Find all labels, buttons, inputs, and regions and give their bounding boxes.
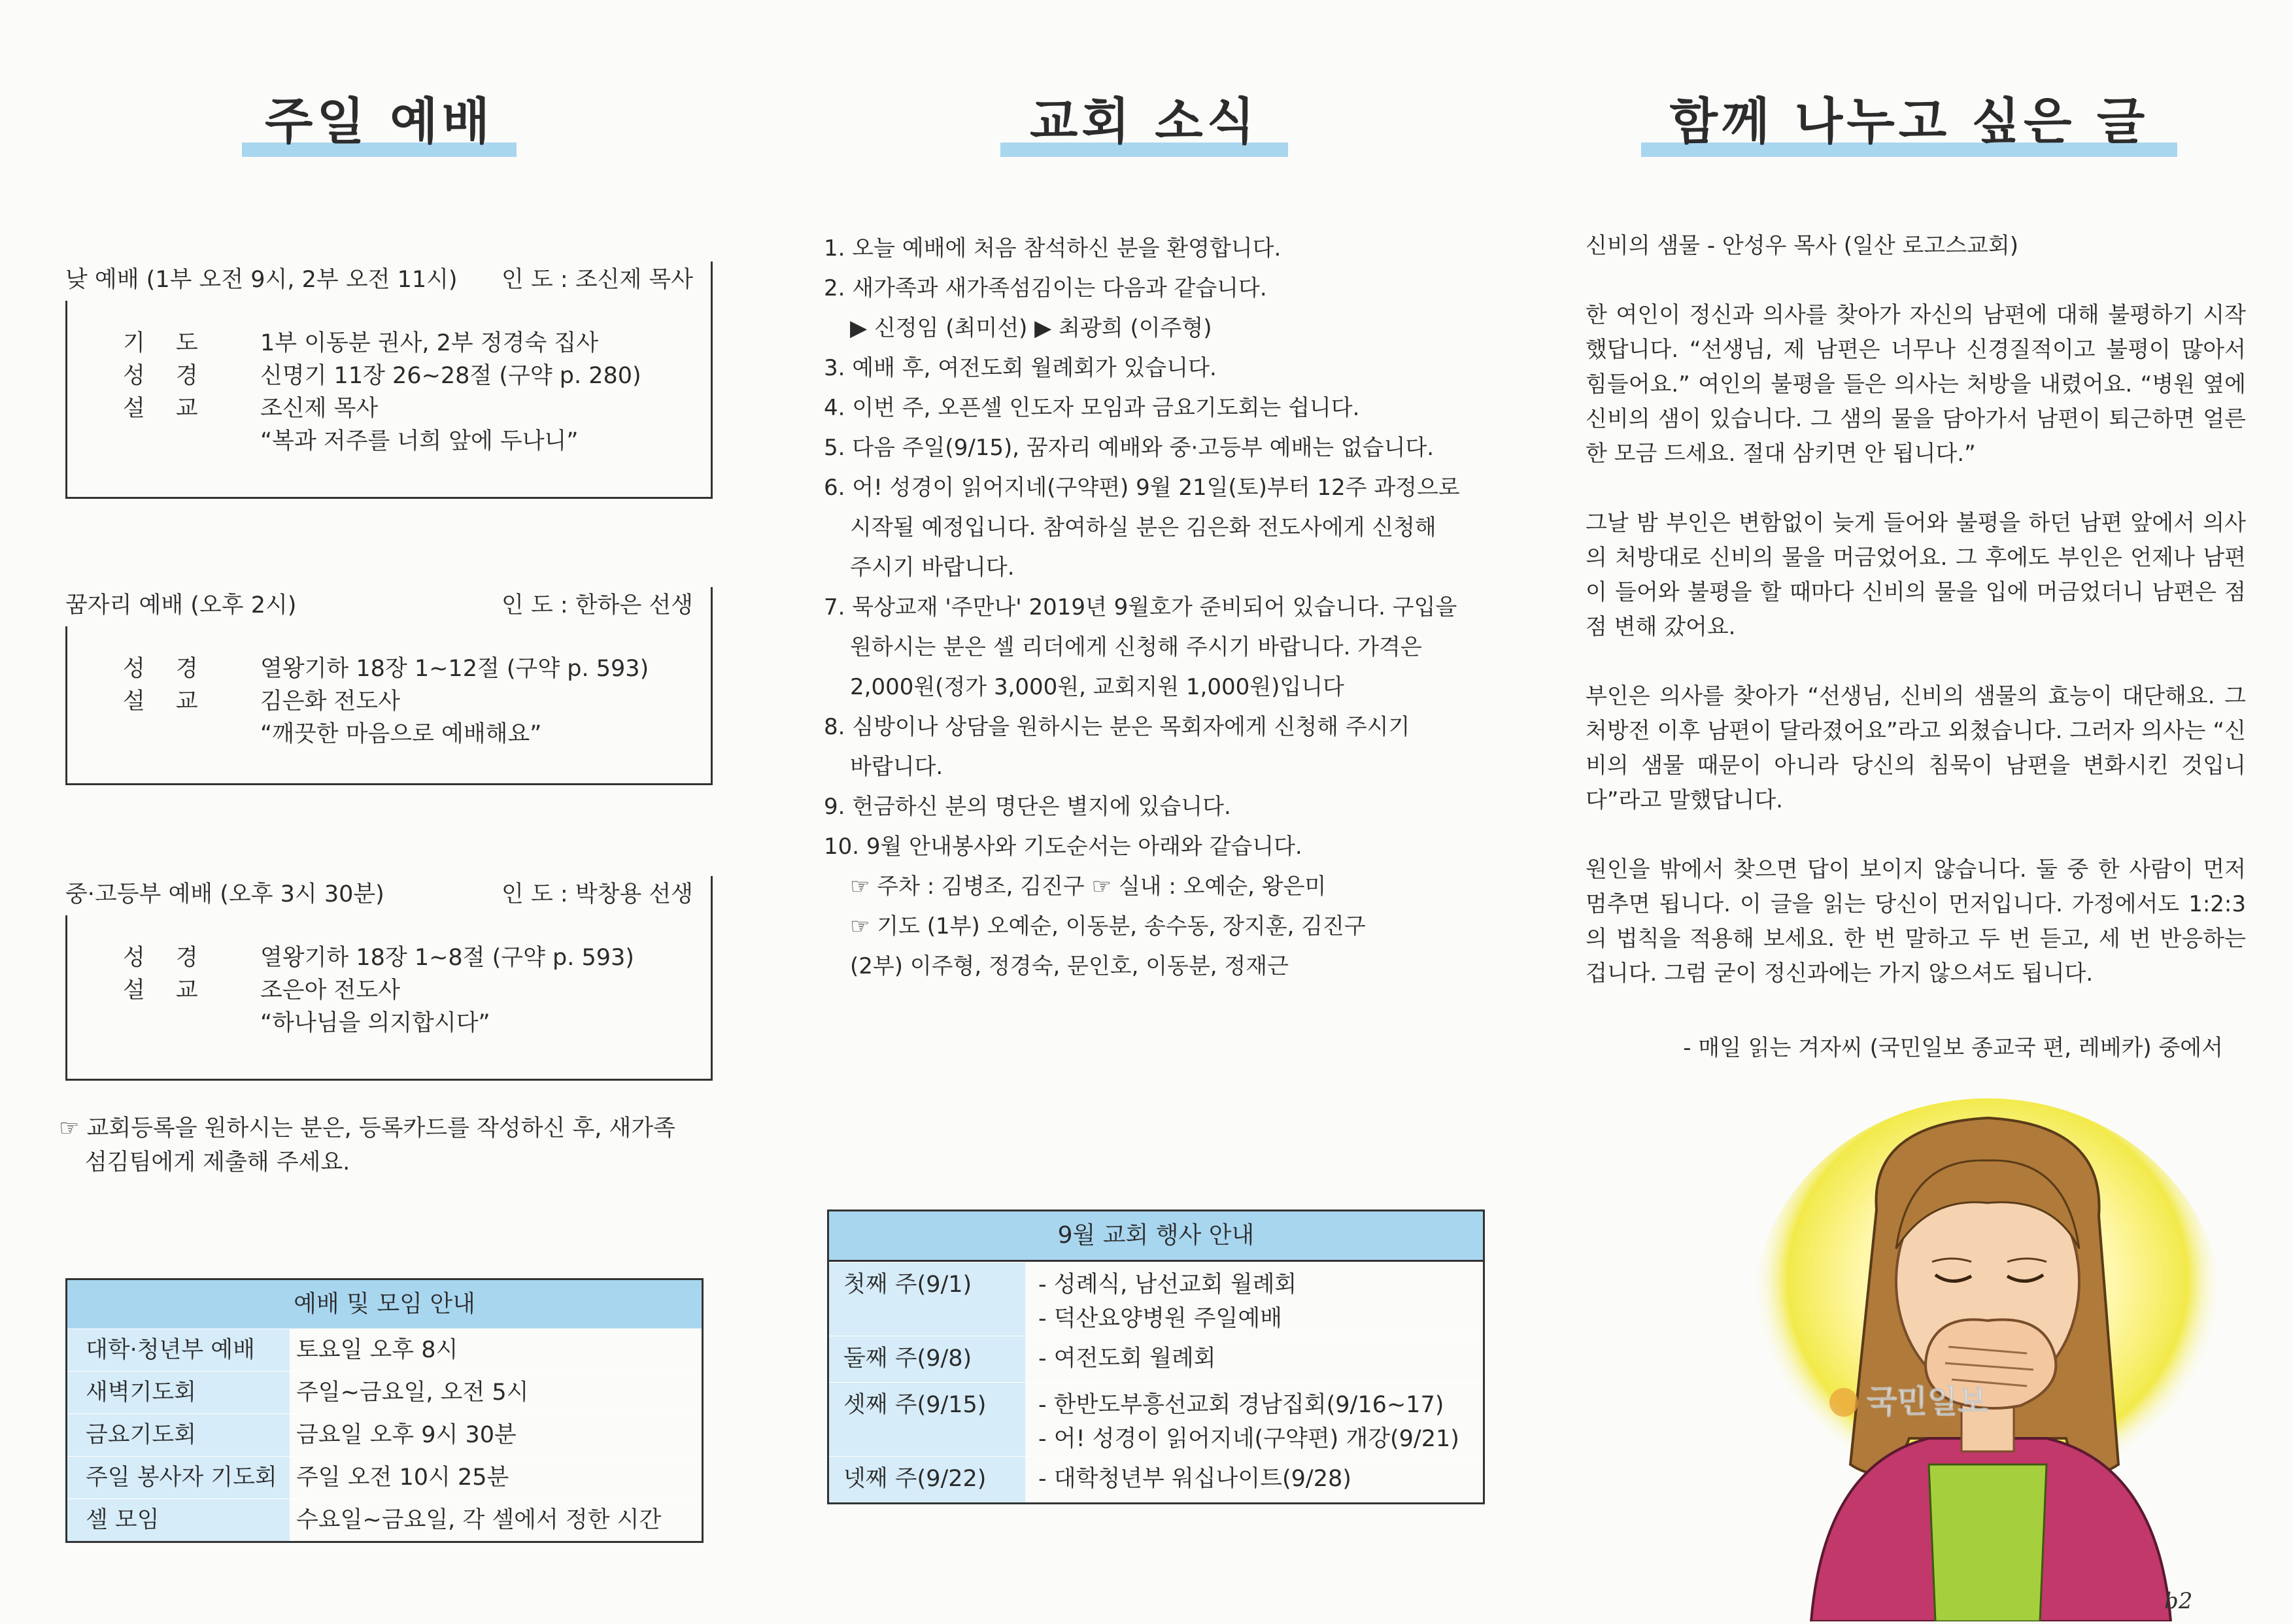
- meeting-row: [67, 1498, 702, 1541]
- service-row: [123, 360, 698, 392]
- meeting-time: 수요일~금요일, 각 셀에서 정한 시간: [296, 1507, 662, 1533]
- news-item: 3. 예배 후, 여전도회 월례회가 있습니다.: [824, 355, 1217, 381]
- news-item: 10. 9월 안내봉사와 기도순서는 아래와 같습니다.: [824, 834, 1302, 860]
- news-column: [817, 0, 1497, 1622]
- service-header: [65, 262, 713, 301]
- service-block-kids: [65, 587, 713, 783]
- row-value: 1부 이동분 권사, 2부 정경숙 집사: [260, 330, 599, 356]
- meeting-row: [67, 1328, 702, 1371]
- row-key: 성 경: [123, 945, 210, 971]
- event-row: [829, 1382, 1483, 1456]
- event-list: [1025, 1383, 1483, 1456]
- row-value: 신명기 11장 26~28절 (구약 p. 280): [260, 363, 641, 389]
- essay-paragraph: 부인은 의사를 찾아가 “선생님, 신비의 샘물의 효능이 대단해요. 그 처방전 이후 남편이 달라졌어요”라고 외쳤습니다. 그러자 의사는 “신비의 샘물 때문이 아니라 당신의 침묵이 남편을 변화시킨 것입니다”라고 말했답니다.: [1586, 683, 2246, 813]
- service-name: 꿈자리 예배 (오후 2시): [65, 592, 297, 618]
- event-list: [1025, 1457, 1483, 1502]
- service-name: 중·고등부 예배 (오후 3시 30분): [65, 881, 384, 907]
- row-value: 김은화 전도사: [260, 688, 400, 715]
- event-item: - 덕산요양병원 주일예배: [1038, 1306, 1282, 1332]
- news-item: 7. 묵상교재 '주만나' 2019년 9월호가 준비되어 있습니다. 구입을: [824, 594, 1457, 620]
- meeting-name: 대학·청년부 예배: [67, 1329, 290, 1371]
- service-row: [123, 327, 698, 360]
- shirt: [1929, 1464, 2047, 1621]
- event-week: 셋째 주(9/15): [829, 1383, 1025, 1456]
- event-row: [829, 1456, 1483, 1502]
- service-row: [123, 392, 698, 425]
- essay: [1586, 229, 2246, 1026]
- service-row: [123, 652, 698, 685]
- news-item: (2부) 이주형, 정경숙, 문인호, 이동분, 정재근: [850, 953, 1289, 979]
- row-value: 조은아 전도사: [260, 977, 400, 1004]
- news-title-block: [1000, 82, 1288, 153]
- service-box: [65, 915, 713, 1081]
- news-item: 6. 어! 성경이 읽어지네(구약편) 9월 21일(토)부터 12주 과정으로: [824, 475, 1460, 501]
- event-list: [1025, 1336, 1483, 1382]
- meeting-name: 새벽기도회: [67, 1372, 290, 1413]
- row-value: 조신제 목사: [260, 396, 379, 422]
- meeting-time: 금요일 오후 9시 30분: [296, 1422, 517, 1448]
- row-key: 설 교: [123, 396, 210, 422]
- event-item: - 대학청년부 워십나이트(9/28): [1038, 1466, 1351, 1492]
- service-rows: [123, 327, 698, 458]
- meeting-name: 셀 모임: [67, 1499, 290, 1541]
- meeting-row: [67, 1371, 702, 1413]
- service-leader: 인 도 : 한하은 선생: [501, 592, 693, 618]
- watermark-logo: [1829, 1388, 1858, 1417]
- box-edge: [711, 876, 713, 915]
- event-row: [829, 1336, 1483, 1382]
- service-header: [65, 876, 713, 915]
- row-value: 열왕기하 18장 1~8절 (구약 p. 593): [260, 945, 634, 971]
- service-leader: 인 도 : 박창용 선생: [501, 881, 693, 907]
- news-title: 교회 소식: [1029, 92, 1259, 150]
- event-item: - 성례식, 남선교회 월례회: [1038, 1272, 1297, 1298]
- box-edge: [711, 262, 713, 301]
- service-row: [123, 941, 698, 974]
- events-table-title: 9월 교회 행사 안내: [829, 1211, 1483, 1262]
- service-name: 낮 예배 (1부 오전 9시, 2부 오전 11시): [65, 267, 458, 293]
- news-list: [824, 229, 1497, 987]
- worship-column: [59, 0, 726, 1622]
- row-key: 성 경: [123, 363, 210, 389]
- service-box: [65, 626, 713, 785]
- meeting-time: 토요일 오후 8시: [296, 1337, 458, 1363]
- event-row: [829, 1262, 1483, 1336]
- sermon-title: “하나님을 의지합시다”: [260, 1010, 490, 1036]
- sharing-column: [1569, 0, 2256, 1622]
- news-item: 8. 심방이나 상담을 원하시는 분은 목회자에게 신청해 주시기: [824, 714, 1410, 740]
- news-item: ☞ 주차 : 김병조, 김진구 ☞ 실내 : 오예순, 왕은미: [850, 873, 1327, 900]
- box-edge: [711, 587, 713, 626]
- service-leader: 인 도 : 조신제 목사: [501, 267, 693, 293]
- praying-woman-svg: [1713, 1098, 2249, 1621]
- meetings-table: [65, 1278, 704, 1543]
- row-key: 성 경: [123, 656, 210, 682]
- service-row: [123, 974, 698, 1007]
- news-item: 9. 헌금하신 분의 명단은 별지에 있습니다.: [824, 794, 1231, 820]
- worship-title-block: [242, 82, 517, 153]
- events-body: [829, 1262, 1483, 1502]
- event-item: - 여전도회 월례회: [1038, 1345, 1216, 1372]
- meetings-table-title: 예배 및 모임 안내: [67, 1280, 702, 1328]
- sermon-title: “복과 저주를 너희 앞에 두나니”: [260, 428, 579, 454]
- meeting-name: 금요기도회: [67, 1414, 290, 1456]
- meeting-row: [67, 1413, 702, 1456]
- service-rows: [123, 941, 698, 1040]
- meeting-time: 주일~금요일, 오전 5시: [296, 1379, 529, 1406]
- service-header: [65, 587, 713, 626]
- event-week: 둘째 주(9/8): [829, 1336, 1025, 1382]
- event-week: 넷째 주(9/22): [829, 1457, 1025, 1502]
- news-item: 주시기 바랍니다.: [850, 554, 1015, 581]
- watermark-text: 국민일보: [1867, 1383, 1988, 1420]
- meeting-time: 주일 오전 10시 25분: [296, 1464, 509, 1491]
- news-item: 바랍니다.: [850, 754, 943, 780]
- note-line: 섬김팀에게 제출해 주세요.: [85, 1149, 350, 1176]
- note-line: ☞ 교회등록을 원하시는 분은, 등록카드를 작성하신 후, 새가족: [59, 1115, 675, 1142]
- news-item: 2. 새가족과 새가족섬김이는 다음과 같습니다.: [824, 275, 1267, 301]
- news-item: 시작될 예정입니다. 참여하실 분은 김은화 전도사에게 신청해: [850, 515, 1436, 541]
- event-item: - 한반도부흥선교회 경남집회(9/16~17): [1038, 1392, 1444, 1418]
- sermon-title: “깨끗한 마음으로 예배해요”: [260, 721, 542, 747]
- essay-heading: 신비의 샘물 - 안성우 목사 (일산 로고스교회): [1586, 233, 2018, 259]
- essay-paragraph: 한 여인이 정신과 의사를 찾아가 자신의 남편에 대해 불평하기 시작했답니다. “선생님, 제 남편은 너무나 신경질적이고 불평이 많아서 힘들어요.” 여인의 불평을 들은 의사는 처방을 내렸어요. “병원 옆에 신비의 샘이 있습니다. 그 샘의 물을 담아가서 남편이 퇴근하면 얼른 한 모금 드세요. 절대 삼키면 안 됩니다.”: [1586, 302, 2246, 467]
- service-row: [123, 685, 698, 718]
- service-rows: [123, 652, 698, 751]
- meeting-row: [67, 1456, 702, 1498]
- row-key: 설 교: [123, 688, 210, 715]
- news-item: 2,000원(정가 3,000원, 교회지원 1,000원)입니다: [850, 674, 1344, 700]
- row-key: 기 도: [123, 330, 210, 356]
- praying-woman-illustration: [1713, 1098, 2249, 1621]
- essay-source: - 매일 읽는 겨자씨 (국민일보 종교국 편, 레베카) 중에서: [1683, 1035, 2223, 1061]
- sharing-title-block: [1641, 82, 2177, 153]
- registration-note: [59, 1111, 719, 1179]
- news-item: ☞ 기도 (1부) 오예순, 이동분, 송수동, 장지훈, 김진구: [850, 913, 1366, 939]
- news-item: 원하시는 분은 셀 리더에게 신청해 주시기 바랍니다. 가격은: [850, 634, 1422, 660]
- row-key: 설 교: [123, 977, 210, 1004]
- event-item: - 어! 성경이 읽어지네(구약편) 개강(9/21): [1038, 1426, 1459, 1452]
- news-item: 5. 다음 주일(9/15), 꿈자리 예배와 중·고등부 예배는 없습니다.: [824, 435, 1435, 461]
- service-block-main: [65, 262, 713, 497]
- sharing-title: 함께 나누고 싶은 글: [1669, 92, 2149, 150]
- service-box: [65, 301, 713, 499]
- service-block-youth: [65, 876, 713, 1079]
- news-item: 4. 이번 주, 오픈셀 인도자 모임과 금요기도회는 쉽니다.: [824, 395, 1360, 421]
- essay-paragraph: 그날 밤 부인은 변함없이 늦게 들어와 불평을 하던 남편 앞에서 의사의 처방대로 신비의 물을 머금었어요. 그 후에도 부인은 언제나 남편이 들어와 불평을 할 때마다 신비의 물을 입에 머금었더니 남편은 점점 변해 갔어요.: [1586, 510, 2246, 640]
- meeting-name: 주일 봉사자 기도회: [67, 1457, 290, 1498]
- event-list: [1025, 1262, 1483, 1336]
- row-value: 열왕기하 18장 1~12절 (구약 p. 593): [260, 656, 649, 682]
- news-item: 1. 오늘 예배에 처음 참석하신 분을 환영합니다.: [824, 235, 1282, 262]
- news-item: ▶ 신정임 (최미선) ▶ 최광희 (이주형): [850, 315, 1212, 341]
- events-table: [827, 1210, 1485, 1504]
- worship-title: 주일 예배: [264, 92, 494, 150]
- event-week: 첫째 주(9/1): [829, 1262, 1025, 1336]
- essay-paragraph: 원인을 밖에서 찾으면 답이 보이지 않습니다. 둘 중 한 사람이 먼저 멈추면 됩니다. 이 글을 읽는 당신이 먼저입니다. 가정에서도 1:2:3의 법칙을 적용해 보세요. 한 번 말하고 두 번 듣고, 세 번 반응하는 겁니다. 그럼 굳이 정신과에는 가지 않으셔도 됩니다.: [1586, 856, 2246, 987]
- artist-signature: b2: [2164, 1588, 2193, 1614]
